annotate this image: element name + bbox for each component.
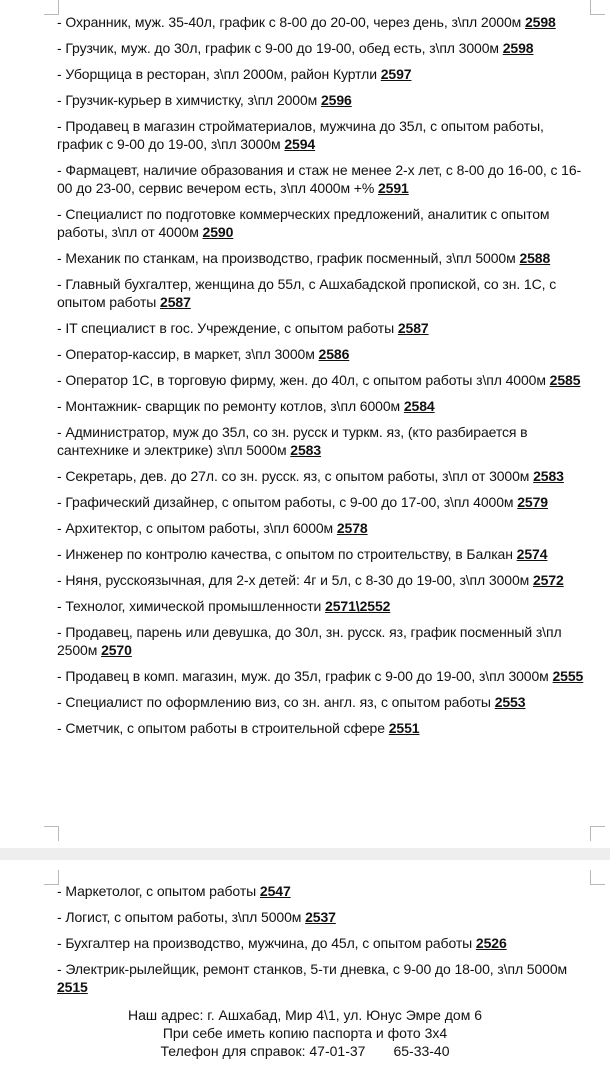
vacancy-item	[57, 371, 589, 389]
vacancy-item	[57, 571, 589, 589]
vacancy-text: - Монтажник- сварщик по ремонту котлов, з\пл 6000м	[57, 398, 404, 414]
documents-note: При себе иметь копию паспорта и фото 3х4	[162, 1025, 448, 1041]
vacancy-item	[57, 117, 589, 153]
vacancy-text: - Администратор, муж до 35л, со зн. русск и туркм. яз, (кто разбирается в сантехнике и электрике) з\пл 5000м	[57, 424, 528, 458]
vacancy-item	[57, 467, 589, 485]
vacancy-text: - Секретарь, дев. до 27л. со зн. русск. яз, с опытом работы, з\пл от 3000м	[57, 468, 534, 484]
vacancy-text: - Технолог, химической промышленности	[57, 598, 326, 614]
vacancy-item	[57, 493, 589, 511]
vacancy-text: - Бухгалтер на производство, мужчина, до 45л, с опытом работы	[57, 935, 476, 951]
vacancy-text: - Уборщица в ресторан, з\пл 2000м, район Куртли	[57, 66, 381, 82]
vacancy-item	[57, 13, 589, 31]
vacancy-number: 2591	[377, 180, 409, 196]
vacancy-text: - Грузчик-курьер в химчистку, з\пл 2000м	[57, 92, 321, 108]
vacancy-number: 2526	[475, 935, 507, 951]
margin-corner-mark	[590, 826, 605, 841]
vacancy-text: - Сметчик, с опытом работы в строительной сфере	[57, 720, 389, 736]
vacancy-item	[57, 319, 589, 337]
page-break	[0, 848, 610, 860]
vacancy-number: 2555	[552, 668, 584, 684]
vacancy-text: - Продавец, парень или девушка, до 30л, зн. русск. яз, график посменный з\пл 2500м	[57, 624, 562, 658]
vacancy-item	[57, 882, 589, 900]
vacancy-item	[57, 91, 589, 109]
vacancy-item	[57, 934, 589, 952]
margin-corner-mark	[590, 0, 605, 15]
vacancy-number: 2598	[524, 14, 556, 30]
vacancy-item	[57, 397, 589, 415]
vacancy-text: - Главный бухгалтер, женщина до 55л, с Ашхабадской пропиской, со зн. 1С, с опытом работы	[57, 276, 557, 310]
vacancy-number: 2571\2552	[325, 598, 391, 614]
vacancy-item	[57, 623, 589, 659]
vacancy-item	[57, 667, 589, 685]
vacancy-number: 2598	[502, 40, 534, 56]
vacancy-number: 2579	[517, 494, 548, 510]
vacancy-item	[57, 249, 589, 267]
vacancy-number: 2585	[549, 372, 581, 388]
vacancy-number: 2583	[290, 442, 322, 458]
vacancy-text: - Оператор 1С, в торговую фирму, жен. до 40л, с опытом работы з\пл 4000м	[57, 372, 550, 388]
margin-corner-mark	[44, 826, 59, 841]
vacancy-item	[57, 275, 589, 311]
vacancy-text: - Механик по станкам, на производство, график посменный, з\пл 5000м	[57, 250, 520, 266]
vacancy-number: 2590	[202, 224, 234, 240]
vacancy-item	[57, 161, 589, 197]
vacancy-number: 2596	[320, 92, 352, 108]
vacancy-number: 2574	[516, 546, 548, 562]
address-line: Наш адрес: г. Ашхабад, Мир 4\1, ул. Юнус Эмре дом 6	[127, 1007, 483, 1023]
vacancy-number: 2587	[397, 320, 429, 336]
vacancy-text: - Продавец в комп. магазин, муж. до 35л, график с 9-00 до 19-00, з\пл 3000м	[57, 668, 553, 684]
vacancy-text: - Электрик-рылейщик, ремонт станков, 5-ти дневка, с 9-00 до 18-00, з\пл 5000м	[57, 961, 568, 977]
vacancy-number: 2551	[388, 720, 420, 736]
vacancy-number: 2547	[259, 883, 291, 899]
vacancy-number: 2588	[519, 250, 551, 266]
vacancy-number: 2578	[336, 520, 368, 536]
vacancy-number: 2553	[494, 694, 526, 710]
vacancy-item	[57, 205, 589, 241]
vacancy-item	[57, 693, 589, 711]
vacancy-number: 2572	[532, 572, 564, 588]
vacancy-text: - Специалист по оформлению виз, со зн. англ. яз, с опытом работы	[57, 694, 495, 710]
vacancy-text: - Няня, русскоязычная, для 2-х детей: 4г и 5л, с 8-30 до 19-00, з\пл 3000м	[57, 572, 533, 588]
phone-number-2: 65-33-40	[393, 1043, 450, 1059]
vacancy-item	[57, 345, 589, 363]
vacancy-number: 2537	[305, 909, 336, 925]
vacancy-list	[57, 882, 589, 1004]
vacancy-item	[57, 545, 589, 563]
vacancy-text: - Продавец в магазин стройматериалов, мужчина до 35л, с опытом работы, график с 9-00 до 19-00, з\пл 3000м	[57, 118, 544, 152]
vacancy-number: 2583	[533, 468, 564, 484]
vacancy-item	[57, 597, 589, 615]
phone-label: Телефон для справок: 47-01-37	[160, 1043, 366, 1059]
vacancy-text: - IT специалист в гос. Учреждение, с опытом работы	[57, 320, 398, 336]
vacancy-number: 2594	[284, 136, 316, 152]
vacancy-item	[57, 519, 589, 537]
vacancy-item	[57, 908, 589, 926]
vacancy-number: 2587	[160, 294, 191, 310]
vacancy-number: 2586	[318, 346, 350, 362]
margin-corner-mark	[590, 870, 605, 885]
vacancy-number: 2597	[380, 66, 412, 82]
vacancy-number: 2515	[57, 979, 88, 995]
vacancy-item	[57, 960, 589, 996]
vacancy-text: - Специалист по подготовке коммерческих предложений, аналитик с опытом работы, з\пл от 4000м	[57, 206, 550, 240]
vacancy-text: - Грузчик, муж. до 30л, график с 9-00 до 19-00, обед есть, з\пл 3000м	[57, 40, 503, 56]
vacancy-item	[57, 423, 589, 459]
vacancy-text: - Графический дизайнер, с опытом работы, с 9-00 до 17-00, з\пл 4000м	[57, 494, 518, 510]
contact-footer	[0, 1006, 610, 1060]
vacancy-text: - Маркетолог, с опытом работы	[57, 883, 260, 899]
vacancy-text: - Инженер по контролю качества, с опытом по строительству, в Балкан	[57, 546, 517, 562]
vacancy-item	[57, 719, 589, 737]
vacancy-item	[57, 65, 589, 83]
vacancy-text: - Логист, с опытом работы, з\пл 5000м	[57, 909, 306, 925]
vacancy-list	[57, 13, 589, 745]
vacancy-text: - Архитектор, с опытом работы, з\пл 6000м	[57, 520, 337, 536]
vacancy-text: - Охранник, муж. 35-40л, график с 8-00 до 20-00, через день, з\пл 2000м	[57, 14, 525, 30]
vacancy-number: 2570	[101, 642, 132, 658]
vacancy-text: - Фармацевт, наличие образования и стаж не менее 2-х лет, с 8-00 до 16-00, с 16-00 до 23-00, сервис вечером есть, з\пл 4000м +%	[57, 162, 582, 196]
vacancy-item	[57, 39, 589, 57]
phone-line	[0, 1042, 610, 1060]
vacancy-number: 2584	[403, 398, 435, 414]
vacancy-text: - Оператор-кассир, в маркет, з\пл 3000м	[57, 346, 319, 362]
